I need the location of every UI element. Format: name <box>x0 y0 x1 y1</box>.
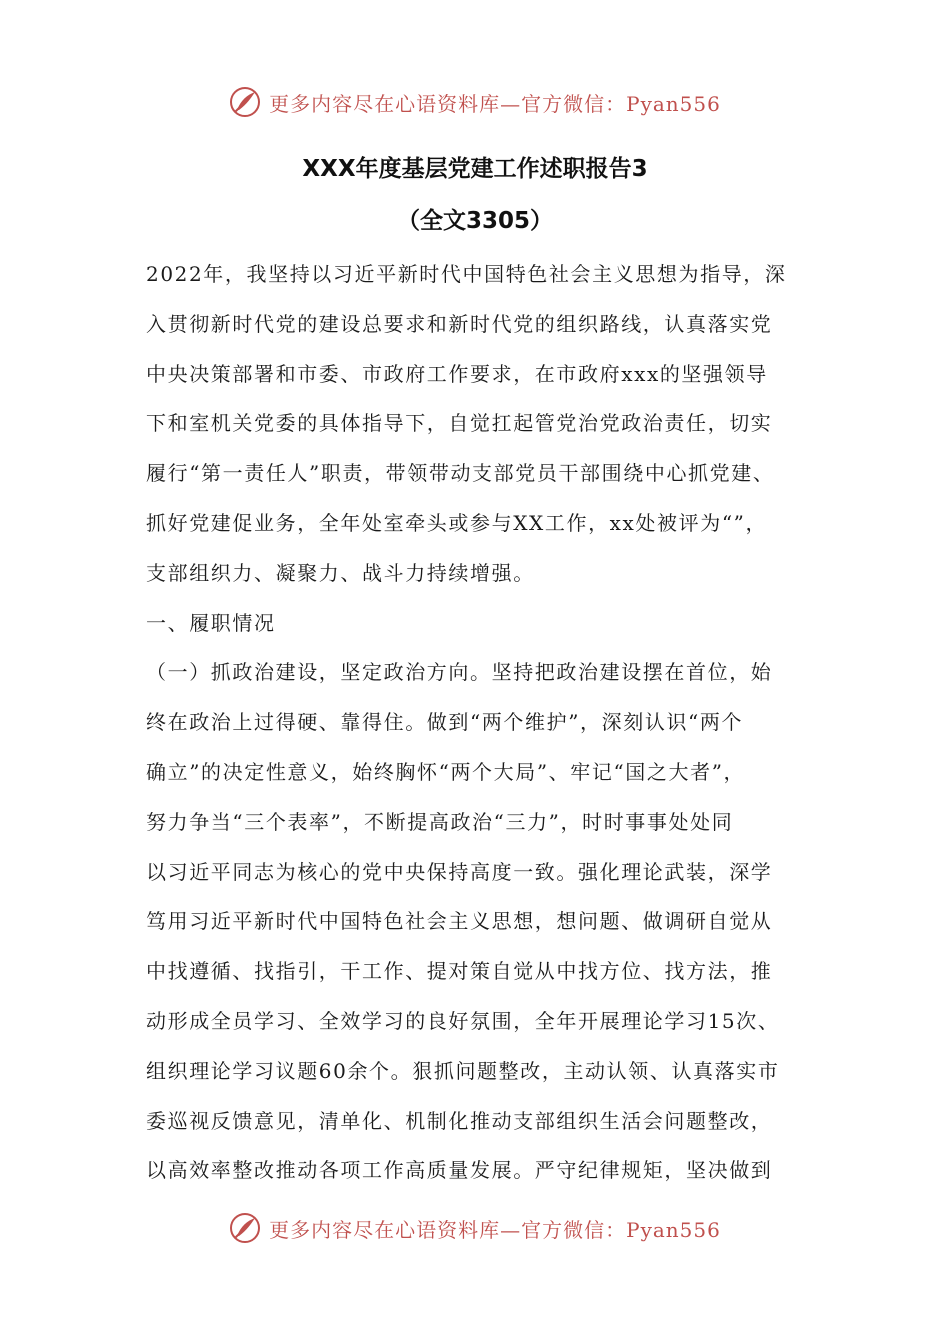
quill-logo-icon <box>229 1212 261 1244</box>
body-line: 确立”的决定性意义，始终胸怀“两个大局”、牢记“国之大者”， <box>146 759 746 784</box>
body-line: 终在政治上过得硬、靠得住。做到“两个维护”，深刻认识“两个 <box>146 710 744 735</box>
body-line: 下和室机关党委的具体指导下，自觉扛起管党治党政治责任，切实 <box>146 411 773 436</box>
document-subtitle: （全文3305） <box>396 208 553 234</box>
section-heading: 一、履职情况 <box>146 610 276 635</box>
document-title: XXX年度基层党建工作述职报告3 <box>302 156 648 182</box>
body-line: 支部组织力、凝聚力、战斗力持续增强。 <box>146 560 535 585</box>
body-line: 中找遵循、找指引，干工作、提对策自觉从中找方位、找方法，推 <box>146 959 773 984</box>
body-line: 动形成全员学习、全效学习的良好氛围，全年开展理论学习15次、 <box>146 1008 780 1033</box>
watermark-text: 更多内容尽在心语资料库—官方微信：Pyan556 <box>269 91 721 116</box>
body-line: 抓好党建促业务，全年处室牵头或参与XX工作，xx处被评为“”， <box>146 510 768 535</box>
watermark-footer <box>0 1212 950 1244</box>
body-line: 组织理论学习议题60余个。狠抓问题整改，主动认领、认真落实市 <box>146 1058 780 1083</box>
body-line: 委巡视反馈意见，清单化、机制化推动支部组织生活会问题整改， <box>146 1108 773 1133</box>
body-line: 笃用习近平新时代中国特色社会主义思想，想问题、做调研自觉从 <box>146 909 773 934</box>
watermark-header <box>0 86 950 118</box>
body-line: 努力争当“三个表率”，不断提高政治“三力”，时时事事处处同 <box>146 809 734 834</box>
body-line: 中央决策部署和市委、市政府工作要求，在市政府xxx的坚强领导 <box>146 361 768 386</box>
body-line: 履行“第一责任人”职责，带领带动支部党员干部围绕中心抓党建、 <box>146 461 775 486</box>
document-body <box>146 250 816 1196</box>
body-line: 2022年，我坚持以习近平新时代中国特色社会主义思想为指导，深 <box>146 262 787 286</box>
watermark-text: 更多内容尽在心语资料库—官方微信：Pyan556 <box>269 1217 721 1242</box>
quill-logo-icon <box>229 86 261 118</box>
body-line: （一）抓政治建设，坚定政治方向。坚持把政治建设摆在首位，始 <box>146 660 773 685</box>
body-line: 以高效率整改推动各项工作高质量发展。严守纪律规矩，坚决做到 <box>146 1158 773 1183</box>
body-line: 以习近平同志为核心的党中央保持高度一致。强化理论武装，深学 <box>146 859 773 884</box>
body-line: 入贯彻新时代党的建设总要求和新时代党的组织路线，认真落实党 <box>146 311 773 336</box>
